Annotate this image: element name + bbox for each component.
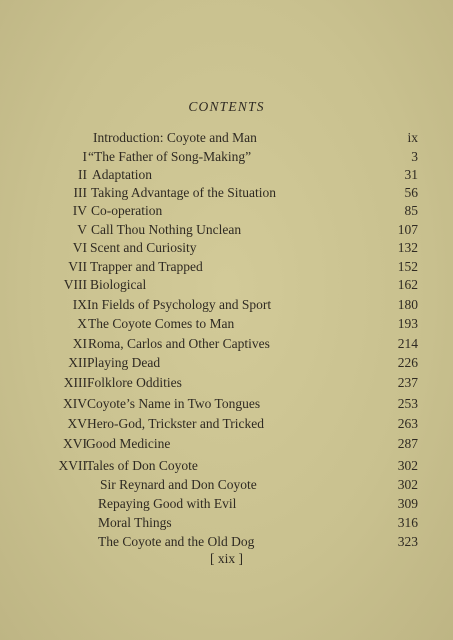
- chapter-title: Call Thou Nothing Unclean: [91, 222, 242, 237]
- chapter-numeral: VII: [68, 259, 87, 274]
- toc-entry: [0, 396, 453, 416]
- page-number: 226: [397, 355, 418, 370]
- chapter-numeral: XIV: [63, 396, 87, 411]
- toc-entry: [0, 240, 453, 260]
- page-number: 193: [397, 316, 418, 331]
- chapter-title: Tales of Don Coyote: [86, 458, 198, 473]
- toc-entry: [0, 277, 453, 297]
- page-number: 253: [397, 396, 418, 411]
- chapter-numeral: XI: [72, 336, 87, 351]
- toc-entry: [0, 149, 453, 169]
- page-number: 31: [404, 167, 418, 182]
- page-number: 237: [397, 375, 418, 390]
- page-folio: [ xix ]: [210, 551, 243, 566]
- chapter-numeral: XVII: [58, 458, 87, 473]
- toc-entry: [0, 297, 453, 317]
- chapter-title: Roma, Carlos and Other Captives: [88, 336, 270, 351]
- chapter-numeral: V: [77, 222, 87, 237]
- page-number: 263: [397, 416, 418, 431]
- chapter-title: Coyote’s Name in Two Tongues: [87, 396, 261, 411]
- page-number: 107: [397, 222, 418, 237]
- toc-entry: [0, 167, 453, 187]
- toc-entry: [0, 355, 453, 375]
- page-number: 56: [404, 185, 418, 200]
- toc-entry: [0, 259, 453, 279]
- chapter-title: Taking Advantage of the Situation: [91, 185, 277, 200]
- toc-entry: [0, 458, 453, 478]
- page-number: 316: [397, 515, 418, 530]
- chapter-title: “The Father of Song-Making”: [88, 149, 252, 164]
- chapter-numeral: XIII: [63, 375, 87, 390]
- chapter-numeral: XVI: [63, 436, 87, 451]
- chapter-title: Biological: [90, 277, 147, 292]
- chapter-title: Repaying Good with Evil: [98, 496, 237, 511]
- chapter-numeral: IX: [72, 297, 87, 312]
- chapter-title: The Coyote and the Old Dog: [98, 534, 255, 549]
- toc-entry: [0, 130, 453, 150]
- chapter-numeral: XV: [67, 416, 87, 431]
- chapter-numeral: X: [77, 316, 87, 331]
- chapter-title: The Coyote Comes to Man: [88, 316, 235, 331]
- chapter-numeral: II: [78, 167, 87, 182]
- page-number: 162: [397, 277, 418, 292]
- chapter-title: Introduction: Coyote and Man: [93, 130, 257, 145]
- page-number: 132: [397, 240, 418, 255]
- chapter-title: Adaptation: [92, 167, 152, 182]
- chapter-title: Good Medicine: [86, 436, 171, 451]
- page-number: 302: [397, 458, 418, 473]
- chapter-title: Moral Things: [98, 515, 172, 530]
- page-number: ix: [407, 130, 418, 145]
- chapter-title: Folklore Oddities: [87, 375, 182, 390]
- chapter-title: Hero-God, Trickster and Tricked: [87, 416, 264, 431]
- chapter-title: Sir Reynard and Don Coyote: [100, 477, 257, 492]
- toc-subentry: [0, 515, 453, 535]
- chapter-title: Scent and Curiosity: [90, 240, 197, 255]
- page-number: 302: [397, 477, 418, 492]
- page-number: 214: [397, 336, 418, 351]
- page-number: 3: [411, 149, 418, 164]
- toc-entry: [0, 375, 453, 395]
- page-number: 309: [397, 496, 418, 511]
- chapter-title: Co-operation: [91, 203, 163, 218]
- toc-entry: [0, 436, 453, 456]
- chapter-title: In Fields of Psychology and Sport: [87, 297, 272, 312]
- toc-subentry: [0, 477, 453, 497]
- toc-entry: [0, 203, 453, 223]
- page-number: 180: [397, 297, 418, 312]
- toc-subentry: [0, 496, 453, 516]
- toc-entry: [0, 336, 453, 356]
- chapter-title: Trapper and Trapped: [90, 259, 203, 274]
- page-number: 85: [404, 203, 418, 218]
- toc-entry: [0, 185, 453, 205]
- chapter-numeral: III: [73, 185, 87, 200]
- chapter-numeral: IV: [72, 203, 87, 218]
- toc-entry: [0, 222, 453, 242]
- chapter-title: Playing Dead: [87, 355, 161, 370]
- chapter-numeral: VI: [72, 240, 87, 255]
- chapter-numeral: I: [82, 149, 87, 164]
- chapter-numeral: XII: [68, 355, 87, 370]
- toc-entry: [0, 316, 453, 336]
- toc-entry: [0, 416, 453, 436]
- chapter-numeral: VIII: [63, 277, 87, 292]
- page-number: 287: [397, 436, 418, 451]
- page-number: 323: [397, 534, 418, 549]
- page-number: 152: [397, 259, 418, 274]
- contents-heading: CONTENTS: [188, 99, 265, 114]
